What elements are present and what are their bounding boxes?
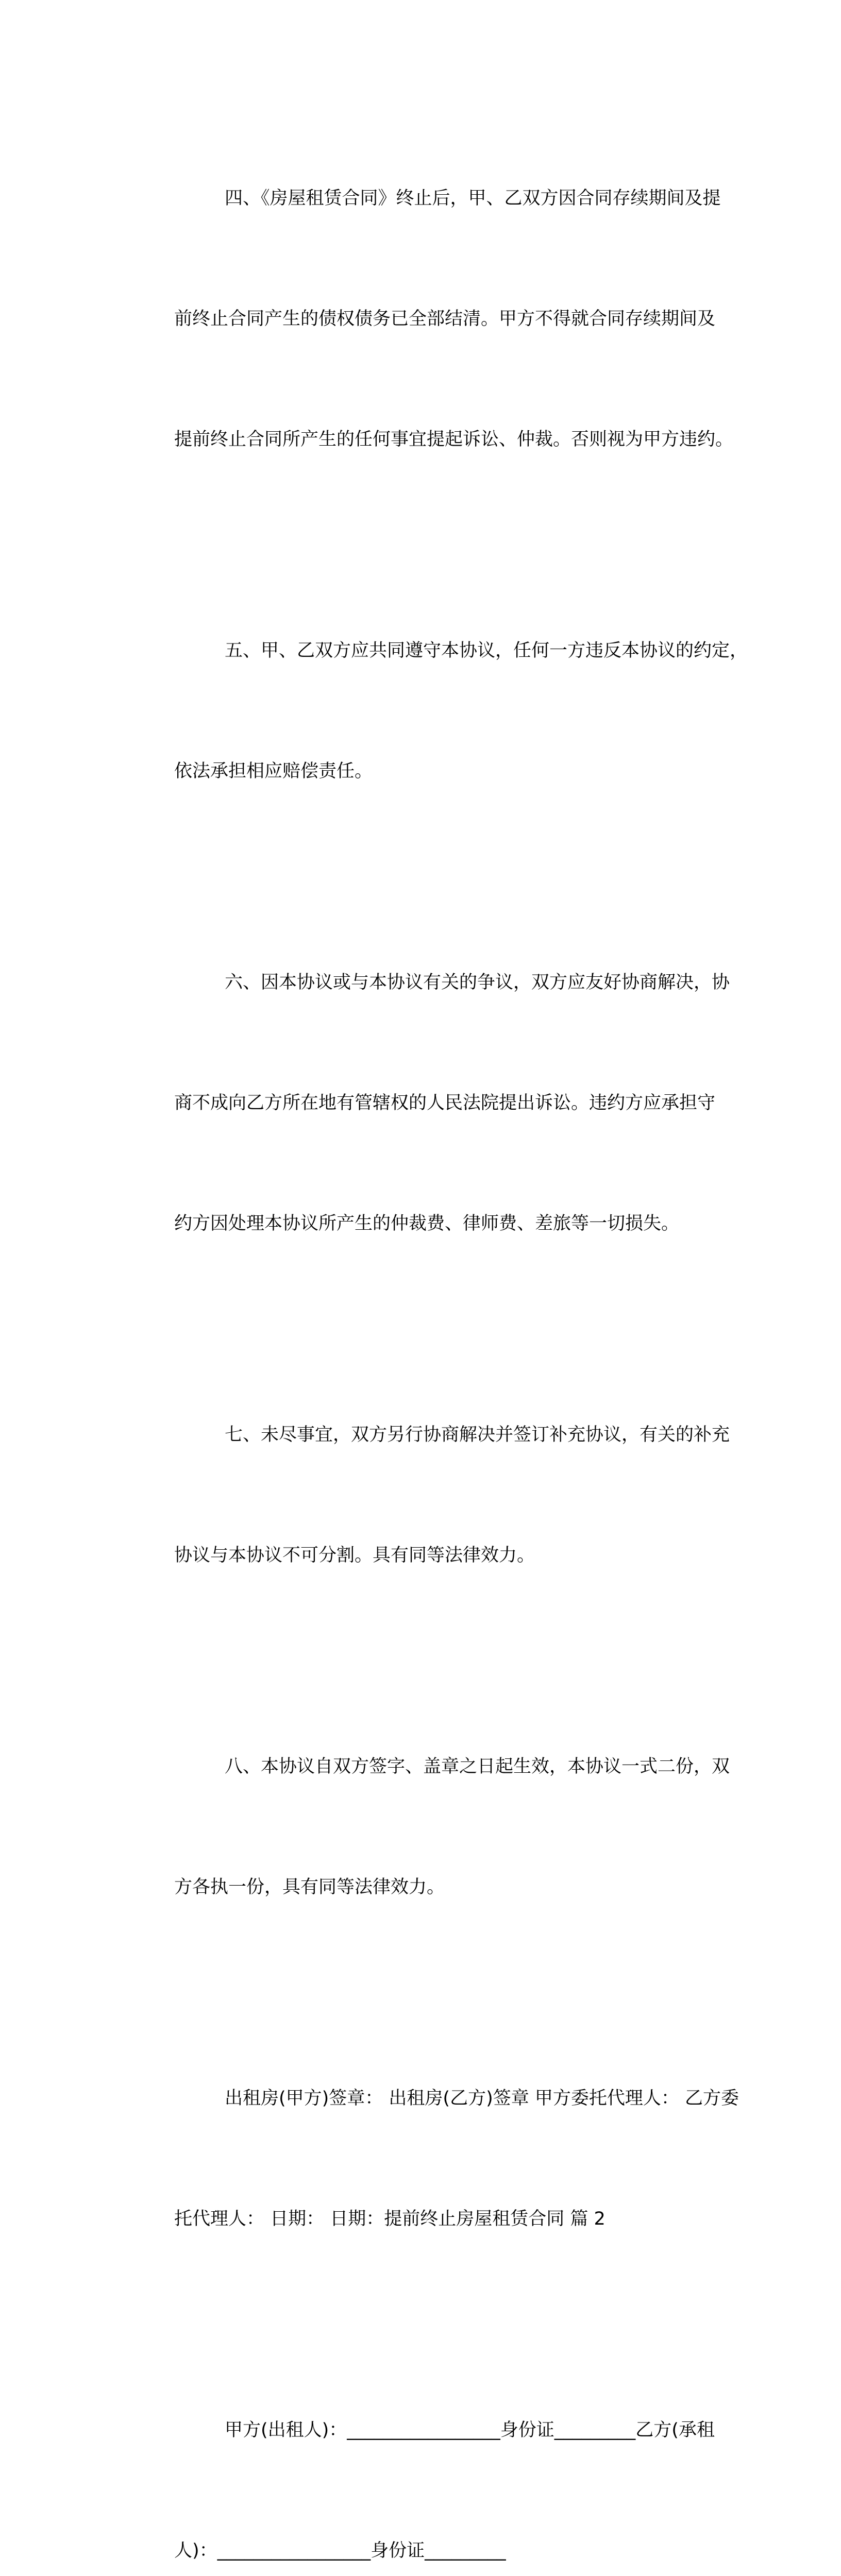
text-line: 五、甲、乙双方应共同遵守本协议，任何一方违反本协议的约定， [225, 640, 748, 661]
text-line: 前终止合同产生的债权债务已全部结清。甲方不得就合同存续期间及 [174, 309, 716, 329]
text-line: 协议与本协议不可分割。具有同等法律效力。 [174, 1545, 535, 1566]
text-line: 甲方(出租人)：_________________身份证_________乙方(承租 [225, 2420, 715, 2441]
document-body [124, 98, 748, 2576]
clause-4 [124, 98, 734, 540]
text-line: 依法承担相应赔偿责任。 [174, 761, 373, 782]
clause-5 [124, 550, 748, 872]
text-line: 出租房(甲方)签章： 出租房(乙方)签章 甲方委托代理人： 乙方委 [225, 2088, 739, 2109]
clause-6 [124, 882, 730, 1324]
text-line: 托代理人： 日期： 日期：提前终止房屋租赁合同 篇 2 [174, 2209, 605, 2229]
text-line: 商不成向乙方所在地有管辖权的人民法院提出诉讼。违约方应承担守 [174, 1093, 716, 1113]
text-line: 四、《房屋租赁合同》终止后，甲、乙双方因合同存续期间及提 [225, 188, 721, 209]
clause-8 [124, 1666, 730, 1988]
parties-block [124, 2330, 721, 2576]
text-line: 提前终止合同所产生的任何事宜提起诉讼、仲裁。否则视为甲方违约。 [174, 429, 734, 450]
signature-block [124, 1998, 739, 2319]
text-line: 七、未尽事宜，双方另行协商解决并签订补充协议，有关的补充 [225, 1425, 730, 1445]
clause-7 [124, 1334, 730, 1656]
text-line: 六、因本协议或与本协议有关的争议，双方应友好协商解决，协 [225, 972, 730, 993]
text-line: 约方因处理本协议所产生的仲裁费、律师费、差旅等一切损失。 [174, 1213, 680, 1234]
text-line: 八、本协议自双方签字、盖章之日起生效，本协议一式二份，双 [225, 1756, 730, 1777]
text-line: 方各执一份，具有同等法律效力。 [174, 1877, 445, 1897]
text-line: 人)：_________________身份证_________ [174, 2540, 506, 2561]
